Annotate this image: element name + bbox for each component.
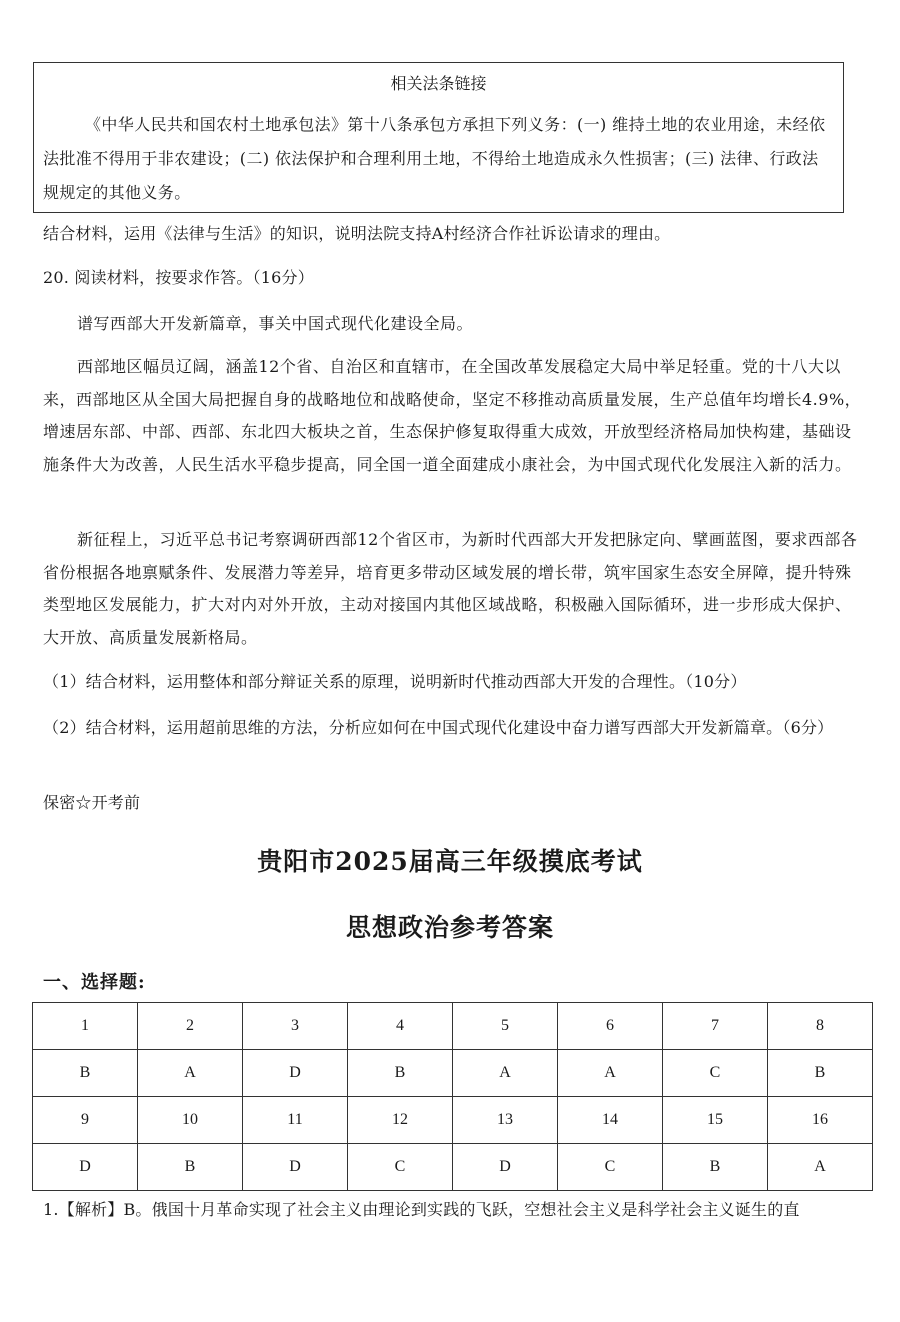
answer-cell: A — [138, 1050, 243, 1097]
q20-material-paragraph: 新征程上，习近平总书记考察调研西部12个省区市，为新时代西部大开发把脉定向、擘画蓝图，要求西部各省份根据各地禀赋条件、发展潜力等差异，培育更多带动区域发展的增长带，筑牢国家生态安全屏障，提升特殊类型地区发展能力，扩大对内对外开放，主动对接国内其他区域战略，积极融入国际循环，进一步形成大保护、大开放、高质量发展新格局。 — [43, 530, 858, 647]
q20-subquestion-1: （1）结合材料，运用整体和部分辩证关系的原理，说明新时代推动西部大开发的合理性。（10分） — [43, 672, 747, 691]
question-number-cell: 14 — [558, 1097, 663, 1144]
question-number-cell: 9 — [33, 1097, 138, 1144]
answer-cell: D — [453, 1144, 558, 1191]
question-number-cell: 1 — [33, 1003, 138, 1050]
answer-cell: D — [243, 1050, 348, 1097]
question-number-cell: 4 — [348, 1003, 453, 1050]
section-heading: 一、选择题: — [43, 972, 146, 993]
question-number-cell: 7 — [663, 1003, 768, 1050]
question-number-cell: 8 — [768, 1003, 873, 1050]
answer-cell: B — [138, 1144, 243, 1191]
question-number-cell: 6 — [558, 1003, 663, 1050]
answer-cell: C — [348, 1144, 453, 1191]
answer-cell: D — [33, 1144, 138, 1191]
question-number-cell: 11 — [243, 1097, 348, 1144]
answer-cell: A — [558, 1050, 663, 1097]
question-number-cell: 15 — [663, 1097, 768, 1144]
q20-heading: 20. 阅读材料，按要求作答。（16分） — [43, 268, 314, 287]
answer-cell: B — [768, 1050, 873, 1097]
answer-cell: B — [348, 1050, 453, 1097]
question-number-row — [33, 1003, 873, 1050]
answer-table — [32, 1002, 873, 1191]
answer-cell: D — [243, 1144, 348, 1191]
q19-prompt: 结合材料，运用《法律与生活》的知识，说明法院支持A村经济合作社诉讼请求的理由。 — [43, 224, 671, 243]
q20-material-paragraph: 西部地区幅员辽阔，涵盖12个省、自治区和直辖市，在全国改革发展稳定大局中举足轻重。党的十八大以来，西部地区从全国大局把握自身的战略地位和战略使命，坚定不移推动高质量发展，生产总值年均增长4.9%，增速居东部、中部、西部、东北四大板块之首，生态保护修复取得重大成效，开放型经济格局加快构建，基础设施条件大为改善，人民生活水平稳步提高，同全国一道全面建成小康社会，为中国式现代化发展注入新的活力。 — [43, 357, 862, 474]
law-reference-box — [33, 62, 844, 213]
law-box-title: 相关法条链接 — [390, 74, 487, 93]
q20-subquestion-2: （2）结合材料，运用超前思维的方法，分析应如何在中国式现代化建设中奋力谱写西部大开发新篇章。（6分） — [43, 718, 834, 737]
answer-cell: A — [768, 1144, 873, 1191]
answer-cell: B — [663, 1144, 768, 1191]
answer-row — [33, 1050, 873, 1097]
question-number-cell: 12 — [348, 1097, 453, 1144]
question-number-cell: 16 — [768, 1097, 873, 1144]
answer-cell: A — [453, 1050, 558, 1097]
law-box-text: 《中华人民共和国农村土地承包法》第十八条承包方承担下列义务：(一) 维持土地的农业用途，未经依法批准不得用于非农建设；(二) 依法保护和合理利用土地，不得给土地造成永久性损害；(三) 法律、行政法规规定的其他义务。 — [43, 115, 826, 202]
question-number-cell: 2 — [138, 1003, 243, 1050]
question-number-cell: 3 — [243, 1003, 348, 1050]
answer-row — [33, 1144, 873, 1191]
answer-cell: C — [663, 1050, 768, 1097]
question-number-cell: 13 — [453, 1097, 558, 1144]
question-number-cell: 10 — [138, 1097, 243, 1144]
page-title: 贵阳市2025届高三年级摸底考试 — [257, 847, 643, 876]
secret-label: 保密☆开考前 — [43, 793, 141, 812]
analysis-1: 1.【解析】B。俄国十月革命实现了社会主义由理论到实践的飞跃，空想社会主义是科学社会主义诞生的直 — [43, 1200, 800, 1219]
page-subtitle: 思想政治参考答案 — [345, 913, 554, 942]
answer-cell: C — [558, 1144, 663, 1191]
question-number-row — [33, 1097, 873, 1144]
answer-cell: B — [33, 1050, 138, 1097]
q20-material-intro: 谱写西部大开发新篇章，事关中国式现代化建设全局。 — [77, 314, 474, 333]
question-number-cell: 5 — [453, 1003, 558, 1050]
